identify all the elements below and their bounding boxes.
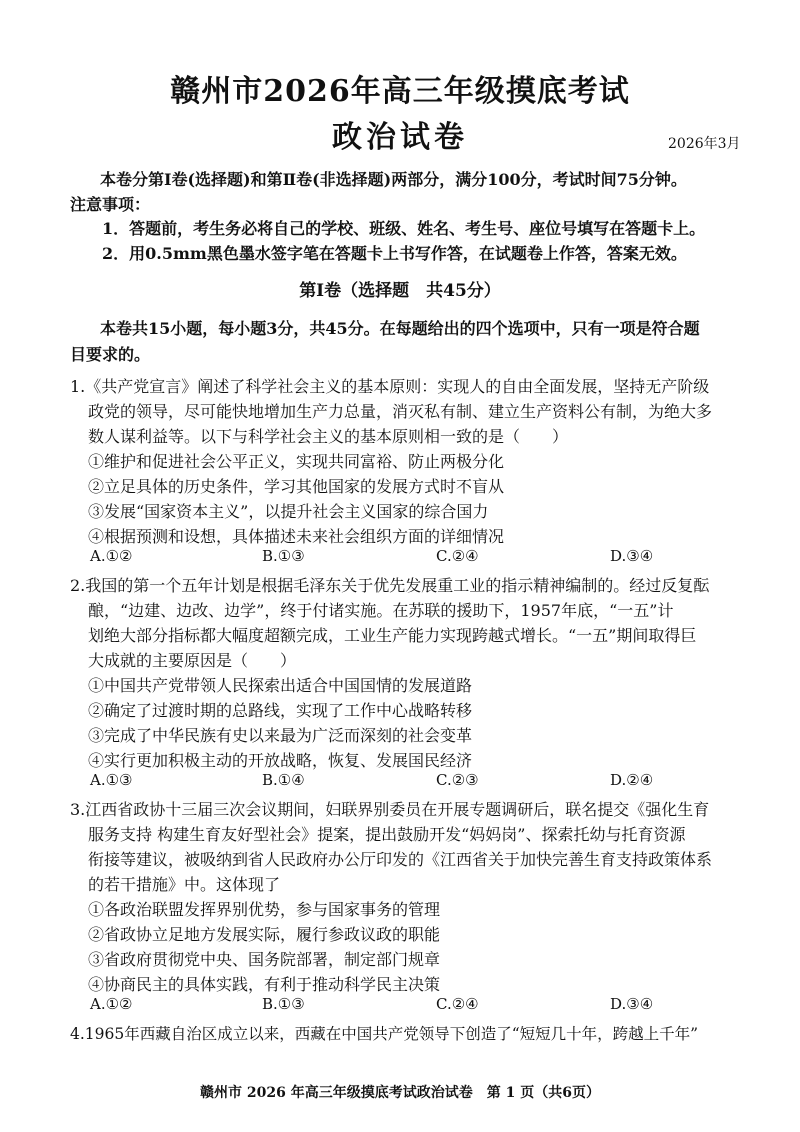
question-2-statement: ②确定了过渡时期的总路线，实现了工作中心战略转移: [88, 701, 473, 720]
question-3-stem: 3.江西省政协十三届三次会议期间，妇联界别委员在开展专题调研后，联名提交《强化生育: [70, 800, 710, 819]
question-1-stem: 数人谋利益等。以下与科学社会主义的基本原则相一致的是（ ）: [88, 427, 569, 446]
question-3-statement: ④协商民主的具体实践，有利于推动科学民主决策: [88, 975, 441, 994]
question-2-statement: ①中国共产党带领人民探索出适合中国国情的发展道路: [88, 676, 473, 695]
section-description-cont: 目要求的。: [70, 345, 151, 364]
question-2-statement: ④实行更加积极主动的开放战略，恢复、发展国民经济: [88, 751, 473, 770]
question-2-stem: 划绝大部分指标都大幅度超额完成，工业生产能力实现跨越式增长。“一五”期间取得巨: [88, 626, 697, 645]
question-1-option-a: A.①②: [90, 547, 133, 565]
question-1-option-d: D.③④: [610, 547, 654, 565]
notice-heading: 注意事项：: [70, 195, 151, 214]
question-3-stem: 的若干措施》中。这体现了: [88, 875, 281, 894]
question-1-stem: 1.《共产党宣言》阐述了科学社会主义的基本原则：实现人的自由全面发展，坚持无产阶级: [70, 377, 710, 396]
question-3-option-c: C.②④: [436, 995, 479, 1013]
question-4-stem: 4.1965年西藏自治区成立以来，西藏在中国共产党领导下创造了“短短几十年，跨越上千年”: [70, 1025, 699, 1043]
question-2-statement: ③完成了中华民族有史以来最为广泛而深刻的社会变革: [88, 726, 473, 745]
section-title: 第Ⅰ卷（选择题 共45分）: [299, 281, 501, 301]
question-1-statement: ①维护和促进社会公平正义，实现共同富裕、防止两极分化: [88, 452, 505, 471]
question-3-option-a: A.①②: [90, 995, 133, 1013]
question-1-option-c: C.②④: [436, 547, 479, 565]
notice-item-2: 2．用0.5mm黑色墨水签字笔在答题卡上书写作答，在试题卷上作答，答案无效。: [102, 244, 687, 263]
question-3-option-b: B.①③: [262, 995, 305, 1013]
page-footer: 赣州市 2026 年高三年级摸底考试政治试卷 第 1 页（共6页）: [200, 1085, 600, 1101]
question-1-statement: ③发展“国家资本主义”，以提升社会主义国家的综合国力: [88, 502, 489, 521]
exam-date: 2026年3月: [668, 136, 741, 152]
question-2-stem: 2.我国的第一个五年计划是根据毛泽东关于优先发展重工业的指示精神编制的。经过反复酝: [70, 576, 710, 595]
intro-line: 本卷分第Ⅰ卷(选择题)和第Ⅱ卷(非选择题)两部分，满分100分，考试时间75分钟。: [100, 170, 687, 189]
question-3-statement: ③省政府贯彻党中央、国务院部署，制定部门规章: [88, 950, 441, 969]
question-3-statement: ①各政治联盟发挥界别优势，参与国家事务的管理: [88, 900, 441, 919]
question-1-statement: ②立足具体的历史条件，学习其他国家的发展方式时不盲从: [88, 477, 505, 496]
question-1-option-b: B.①③: [262, 547, 305, 565]
question-3-statement: ②省政协立足地方发展实际，履行参政议政的职能: [88, 925, 441, 944]
question-3-stem: 服务支持 构建生育友好型社会》提案，提出鼓励开发“妈妈岗”、探索托幼与托育资源: [88, 825, 686, 844]
question-2-stem: 酿，“边建、边改、边学”，终于付诸实施。在苏联的援助下，1957年底，“一五”计: [88, 601, 674, 620]
question-2-option-c: C.②③: [436, 771, 479, 789]
question-1-statement: ④根据预测和设想，具体描述未来社会组织方面的详细情况: [88, 527, 505, 546]
section-description: 本卷共15小题，每小题3分，共45分。在每题给出的四个选项中，只有一项是符合题: [100, 319, 700, 338]
question-1-stem: 政党的领导，尽可能快地增加生产力总量，消灭私有制、建立生产资料公有制，为绝大多: [88, 402, 713, 421]
question-2-option-d: D.②④: [610, 771, 654, 789]
question-2-stem: 大成就的主要原因是（ ）: [88, 651, 297, 670]
question-2-option-b: B.①④: [262, 771, 305, 789]
exam-title: 赣州市2026年高三年级摸底考试: [170, 74, 630, 109]
exam-subject-title: 政治试卷: [332, 120, 468, 155]
notice-item-1: 1．答题前，考生务必将自己的学校、班级、姓名、考生号、座位号填写在答题卡上。: [102, 219, 706, 238]
question-3-option-d: D.③④: [610, 995, 654, 1013]
question-3-stem: 衔接等建议，被吸纳到省人民政府办公厅印发的《江西省关于加快完善生育支持政策体系: [88, 850, 713, 869]
question-2-option-a: A.①③: [90, 771, 133, 789]
